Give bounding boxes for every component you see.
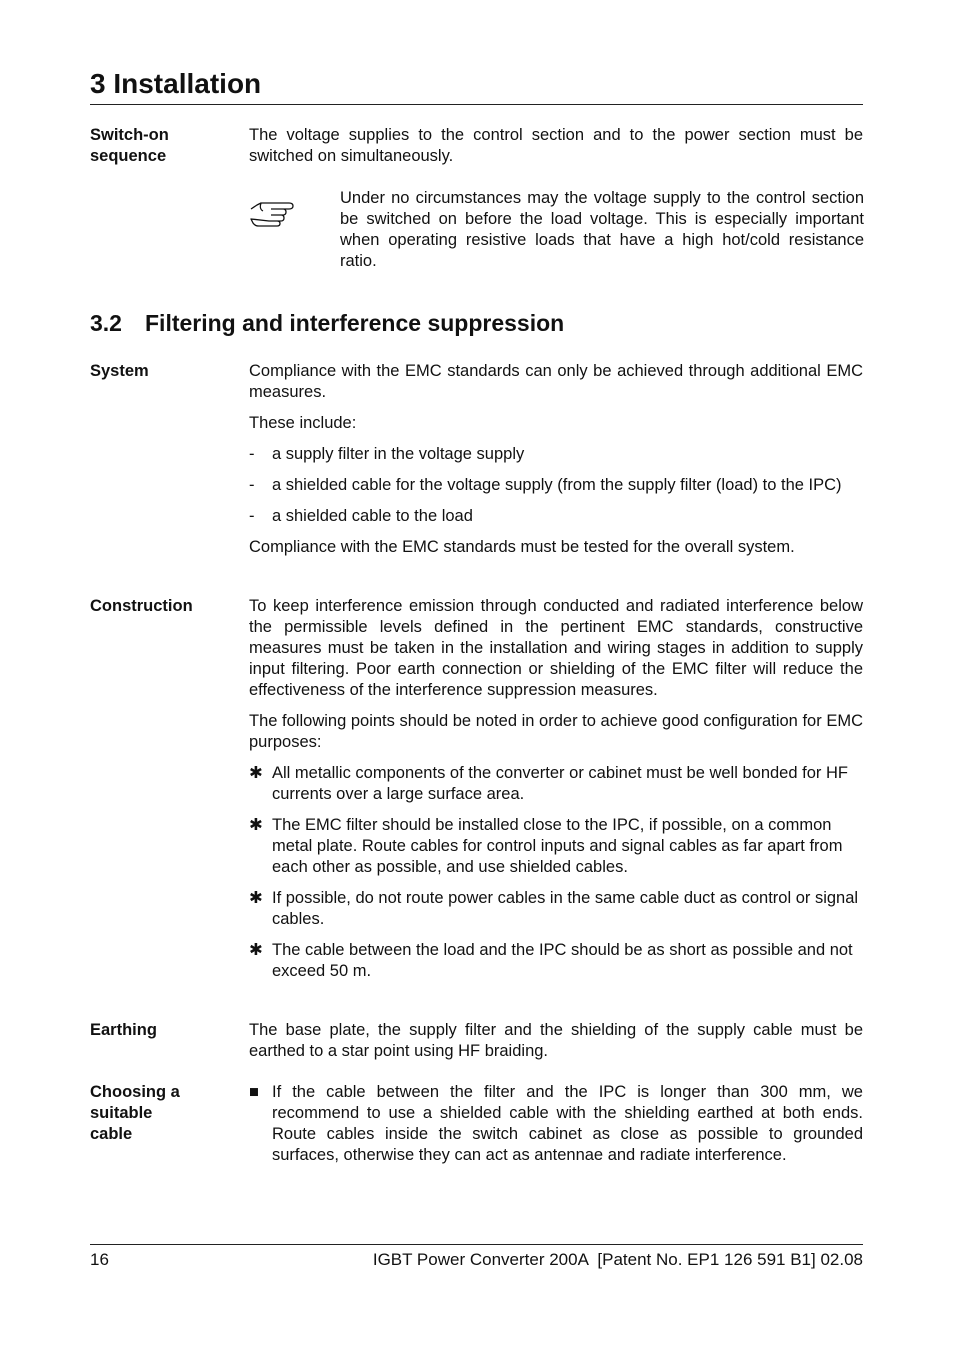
earthing-text: The base plate, the supply filter and the shielding of the supply cable must be earthed to a star point using HF braiding. [249, 1021, 863, 1060]
asterisk-icon: ✱ [249, 889, 263, 907]
list-item: - a shielded cable for the voltage supply (from the supply filter (load) to the IPC) [249, 476, 842, 494]
section-heading [90, 309, 564, 337]
switch-on-label: Switch-on sequence [90, 126, 169, 165]
switch-on-block [249, 125, 863, 177]
construction-block [249, 596, 863, 992]
system-outro: Compliance with the EMC standards must be tested for the overall system. [249, 538, 795, 556]
construction-label: Construction [90, 597, 193, 615]
list-item: ■ If the cable between the filter and the IPC is longer than 300 mm, we recommend to use a shielded cable with the shielding earthed at both ends. Route cables inside the switch cabinet as close as possible to grounded surfaces, otherwise they can act as antennae and radiate interference. [249, 1083, 863, 1164]
system-intro: Compliance with the EMC standards can only be achieved through additional EMC measures. [249, 362, 863, 401]
system-list [249, 444, 863, 527]
caution-note: Under no circumstances may the voltage supply to the control section be switched on before the load voltage. This is especially important when operating resistive loads that have a high hot/cold resistance ratio. [340, 189, 864, 270]
system-label: System [90, 362, 149, 380]
footer-rule [90, 1244, 863, 1245]
section-title: Filtering and interference suppression [145, 310, 565, 336]
section-number: 3.2 [90, 310, 122, 336]
system-block [249, 361, 863, 568]
construction-para-1: To keep interference emission through conducted and radiated interference below the permissible levels defined in the pertinent EMC standards, constructive measures must be taken in the installation and wiring stages in addition to supply input filtering. Poor earth connection or shielding of the EMC filter will reduce the effectiveness of the interference suppression measures. [249, 597, 863, 699]
list-item: - a shielded cable to the load [249, 507, 473, 525]
list-item: ✱ All metallic components of the converter or cabinet must be well bonded for HF currents over a large surface area. [249, 764, 848, 803]
asterisk-icon: ✱ [249, 941, 263, 959]
earthing-label: Earthing [90, 1021, 157, 1039]
square-bullet-icon: ■ [249, 1083, 259, 1101]
cable-label: Choosing a suitable cable [90, 1083, 180, 1143]
list-item: - a supply filter in the voltage supply [249, 445, 525, 463]
footer-document-info: IGBT Power Converter 200A [Patent No. EP1 126 591 B1] 02.08 [372, 1250, 863, 1269]
list-item: ✱ If possible, do not route power cables in the same cable duct as control or signal cables. [249, 889, 859, 928]
earthing-block [249, 1020, 863, 1072]
construction-para-2: The following points should be noted in order to achieve good configuration for EMC purposes: [249, 712, 863, 751]
page-title: 3 Installation [90, 68, 262, 99]
cable-block [249, 1082, 863, 1176]
system-includes: These include: [249, 414, 357, 432]
asterisk-icon: ✱ [249, 816, 263, 834]
pointing-hand-icon [249, 197, 295, 227]
construction-points [249, 763, 863, 982]
list-item: ✱ The cable between the load and the IPC should be as short as possible and not exceed 50 m. [249, 941, 853, 980]
list-item: ✱ The EMC filter should be installed close to the IPC, if possible, on a common metal plate. Route cables for control inputs and signal cables as far apart from each other as possible, and use shielded cables. [249, 816, 843, 876]
page-number: 16 [90, 1250, 109, 1269]
asterisk-icon: ✱ [249, 764, 263, 782]
header-rule [90, 104, 863, 105]
switch-on-text: The voltage supplies to the control section and to the power section must be switched on simultaneously. [249, 126, 863, 165]
